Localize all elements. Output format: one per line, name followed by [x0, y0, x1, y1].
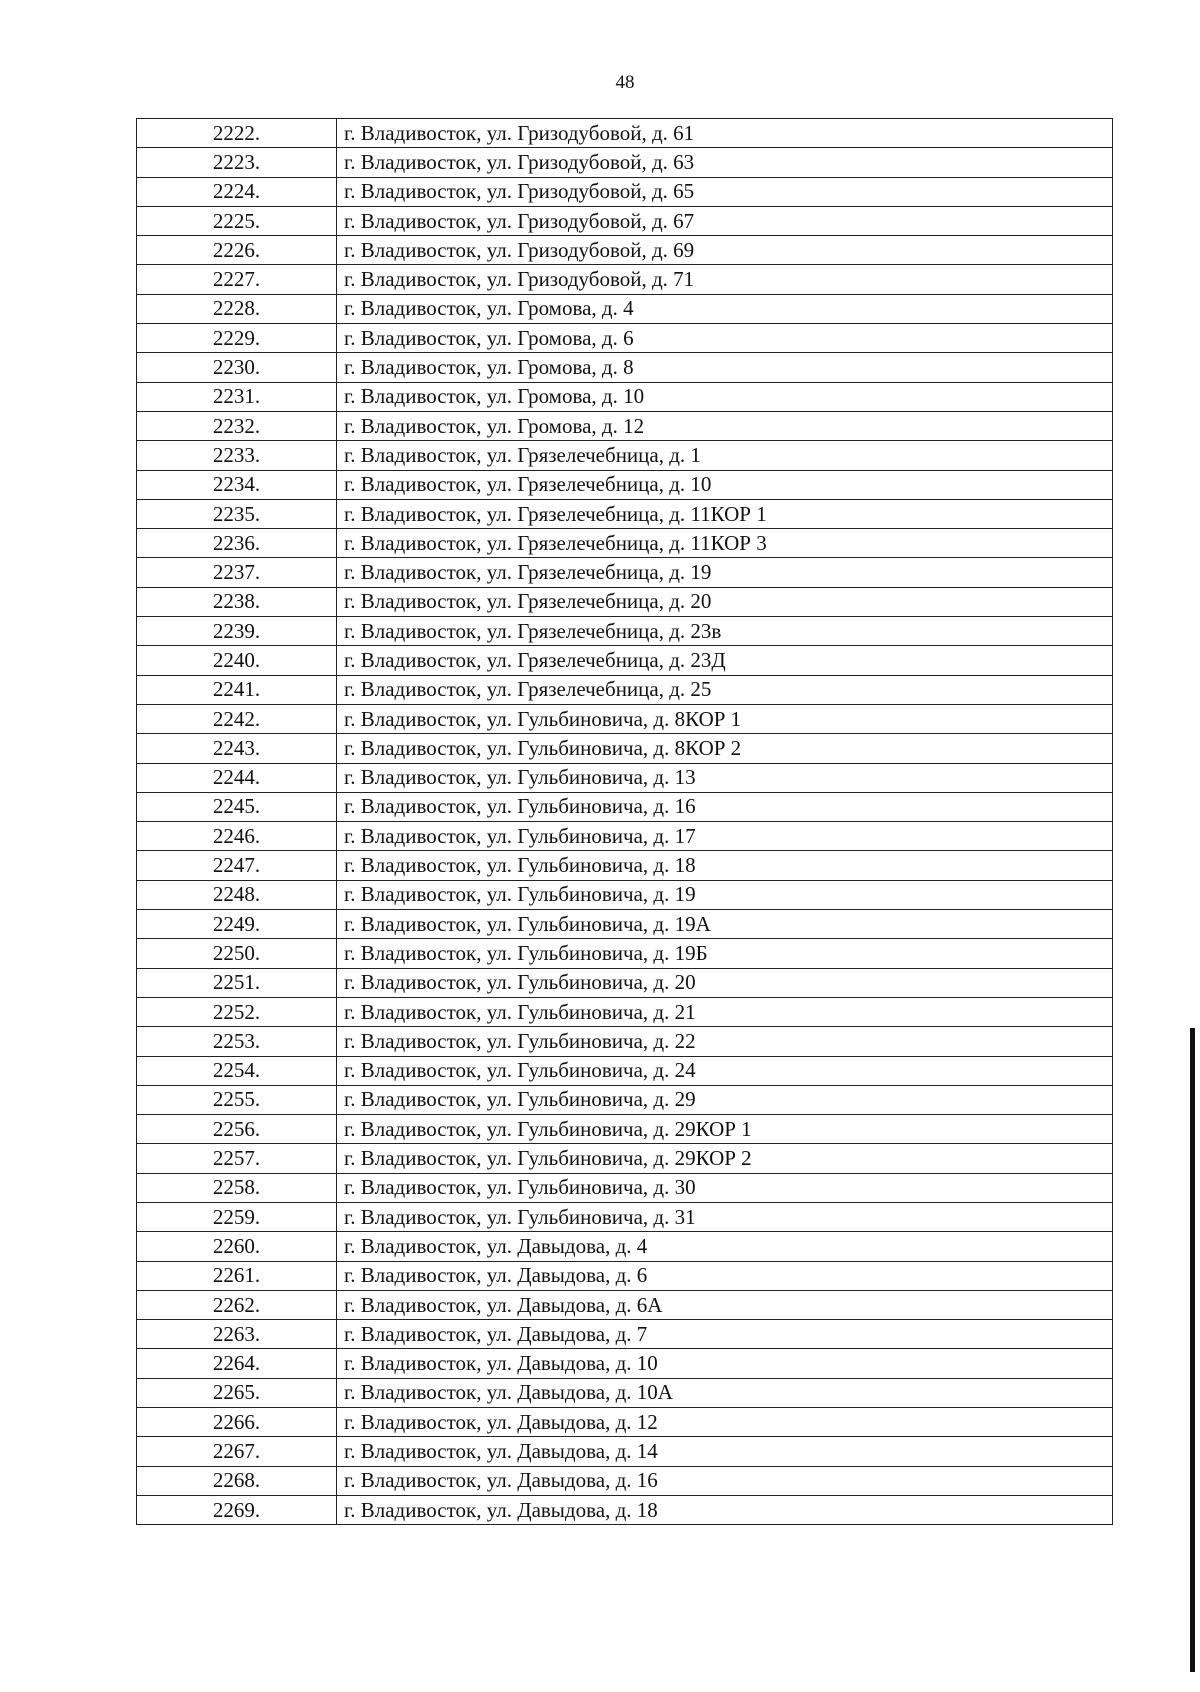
table-row	[137, 294, 1113, 323]
table-row	[137, 646, 1113, 675]
row-number-cell: 2266.	[137, 1408, 337, 1437]
table-row	[137, 558, 1113, 587]
table-row	[137, 704, 1113, 733]
row-number-cell: 2259.	[137, 1202, 337, 1231]
address-cell: г. Владивосток, ул. Гульбиновича, д. 30	[337, 1173, 1113, 1202]
address-cell: г. Владивосток, ул. Грязелечебница, д. 23в	[337, 617, 1113, 646]
address-cell: г. Владивосток, ул. Давыдова, д. 12	[337, 1408, 1113, 1437]
table-row	[137, 822, 1113, 851]
address-cell: г. Владивосток, ул. Давыдова, д. 7	[337, 1320, 1113, 1349]
row-number-cell: 2241.	[137, 675, 337, 704]
row-number-cell: 2248.	[137, 880, 337, 909]
address-cell: г. Владивосток, ул. Давыдова, д. 10	[337, 1349, 1113, 1378]
table-row	[137, 411, 1113, 440]
address-cell: г. Владивосток, ул. Гульбиновича, д. 8КОР 2	[337, 734, 1113, 763]
row-number-cell: 2263.	[137, 1320, 337, 1349]
address-cell: г. Владивосток, ул. Гризодубовой, д. 69	[337, 236, 1113, 265]
address-cell: г. Владивосток, ул. Грязелечебница, д. 11КОР 1	[337, 499, 1113, 528]
address-cell: г. Владивосток, ул. Громова, д. 12	[337, 411, 1113, 440]
table-row	[137, 1466, 1113, 1495]
row-number-cell: 2229.	[137, 324, 337, 353]
row-number-cell: 2256.	[137, 1115, 337, 1144]
address-cell: г. Владивосток, ул. Давыдова, д. 4	[337, 1232, 1113, 1261]
address-cell: г. Владивосток, ул. Громова, д. 6	[337, 324, 1113, 353]
table-row	[137, 939, 1113, 968]
table-row	[137, 206, 1113, 235]
address-cell: г. Владивосток, ул. Давыдова, д. 16	[337, 1466, 1113, 1495]
address-cell: г. Владивосток, ул. Гульбиновича, д. 13	[337, 763, 1113, 792]
address-cell: г. Владивосток, ул. Гризодубовой, д. 61	[337, 119, 1113, 148]
address-cell: г. Владивосток, ул. Гульбиновича, д. 22	[337, 1027, 1113, 1056]
row-number-cell: 2233.	[137, 441, 337, 470]
row-number-cell: 2255.	[137, 1085, 337, 1114]
row-number-cell: 2238.	[137, 587, 337, 616]
address-cell: г. Владивосток, ул. Гризодубовой, д. 65	[337, 177, 1113, 206]
address-cell: г. Владивосток, ул. Громова, д. 10	[337, 382, 1113, 411]
row-number-cell: 2227.	[137, 265, 337, 294]
row-number-cell: 2243.	[137, 734, 337, 763]
address-cell: г. Владивосток, ул. Гульбиновича, д. 17	[337, 822, 1113, 851]
row-number-cell: 2232.	[137, 411, 337, 440]
table-row	[137, 675, 1113, 704]
table-row	[137, 1408, 1113, 1437]
table-row	[137, 1085, 1113, 1114]
row-number-cell: 2262.	[137, 1290, 337, 1319]
address-table-body	[137, 119, 1113, 1525]
row-number-cell: 2249.	[137, 910, 337, 939]
row-number-cell: 2251.	[137, 968, 337, 997]
table-row	[137, 1495, 1113, 1524]
table-row	[137, 1349, 1113, 1378]
row-number-cell: 2237.	[137, 558, 337, 587]
address-cell: г. Владивосток, ул. Грязелечебница, д. 20	[337, 587, 1113, 616]
row-number-cell: 2254.	[137, 1056, 337, 1085]
row-number-cell: 2252.	[137, 997, 337, 1026]
table-row	[137, 148, 1113, 177]
row-number-cell: 2258.	[137, 1173, 337, 1202]
row-number-cell: 2224.	[137, 177, 337, 206]
address-cell: г. Владивосток, ул. Грязелечебница, д. 1	[337, 441, 1113, 470]
row-number-cell: 2265.	[137, 1378, 337, 1407]
table-row	[137, 265, 1113, 294]
table-row	[137, 1027, 1113, 1056]
address-cell: г. Владивосток, ул. Гульбиновича, д. 21	[337, 997, 1113, 1026]
row-number-cell: 2267.	[137, 1437, 337, 1466]
table-row	[137, 1290, 1113, 1319]
table-row	[137, 470, 1113, 499]
address-cell: г. Владивосток, ул. Давыдова, д. 6А	[337, 1290, 1113, 1319]
address-cell: г. Владивосток, ул. Гризодубовой, д. 67	[337, 206, 1113, 235]
table-row	[137, 1320, 1113, 1349]
address-cell: г. Владивосток, ул. Гризодубовой, д. 63	[337, 148, 1113, 177]
address-cell: г. Владивосток, ул. Гульбиновича, д. 29	[337, 1085, 1113, 1114]
row-number-cell: 2234.	[137, 470, 337, 499]
address-cell: г. Владивосток, ул. Грязелечебница, д. 23Д	[337, 646, 1113, 675]
address-cell: г. Владивосток, ул. Гульбиновича, д. 19А	[337, 910, 1113, 939]
row-number-cell: 2269.	[137, 1495, 337, 1524]
row-number-cell: 2253.	[137, 1027, 337, 1056]
row-number-cell: 2264.	[137, 1349, 337, 1378]
address-cell: г. Владивосток, ул. Гризодубовой, д. 71	[337, 265, 1113, 294]
address-cell: г. Владивосток, ул. Гульбиновича, д. 24	[337, 1056, 1113, 1085]
address-cell: г. Владивосток, ул. Грязелечебница, д. 10	[337, 470, 1113, 499]
table-row	[137, 734, 1113, 763]
table-row	[137, 324, 1113, 353]
row-number-cell: 2257.	[137, 1144, 337, 1173]
table-row	[137, 880, 1113, 909]
table-row	[137, 997, 1113, 1026]
table-row	[137, 382, 1113, 411]
table-row	[137, 792, 1113, 821]
address-cell: г. Владивосток, ул. Гульбиновича, д. 8КОР 1	[337, 704, 1113, 733]
table-row	[137, 1115, 1113, 1144]
address-cell: г. Владивосток, ул. Гульбиновича, д. 29КОР 2	[337, 1144, 1113, 1173]
address-cell: г. Владивосток, ул. Гульбиновича, д. 19	[337, 880, 1113, 909]
table-row	[137, 763, 1113, 792]
table-row	[137, 353, 1113, 382]
row-number-cell: 2230.	[137, 353, 337, 382]
row-number-cell: 2250.	[137, 939, 337, 968]
row-number-cell: 2240.	[137, 646, 337, 675]
table-row	[137, 119, 1113, 148]
page-number: 48	[615, 72, 635, 93]
row-number-cell: 2225.	[137, 206, 337, 235]
address-cell: г. Владивосток, ул. Гульбиновича, д. 18	[337, 851, 1113, 880]
table-row	[137, 968, 1113, 997]
address-cell: г. Владивосток, ул. Громова, д. 8	[337, 353, 1113, 382]
table-row	[137, 1202, 1113, 1231]
row-number-cell: 2260.	[137, 1232, 337, 1261]
row-number-cell: 2223.	[137, 148, 337, 177]
address-cell: г. Владивосток, ул. Давыдова, д. 6	[337, 1261, 1113, 1290]
address-cell: г. Владивосток, ул. Громова, д. 4	[337, 294, 1113, 323]
row-number-cell: 2245.	[137, 792, 337, 821]
table-row	[137, 1261, 1113, 1290]
table-row	[137, 236, 1113, 265]
table-row	[137, 910, 1113, 939]
address-cell: г. Владивосток, ул. Давыдова, д. 10А	[337, 1378, 1113, 1407]
row-number-cell: 2235.	[137, 499, 337, 528]
address-cell: г. Владивосток, ул. Давыдова, д. 14	[337, 1437, 1113, 1466]
table-row	[137, 1144, 1113, 1173]
table-row	[137, 851, 1113, 880]
table-row	[137, 1437, 1113, 1466]
address-cell: г. Владивосток, ул. Гульбиновича, д. 31	[337, 1202, 1113, 1231]
row-number-cell: 2226.	[137, 236, 337, 265]
table-row	[137, 529, 1113, 558]
row-number-cell: 2236.	[137, 529, 337, 558]
table-row	[137, 177, 1113, 206]
table-row	[137, 587, 1113, 616]
address-cell: г. Владивосток, ул. Грязелечебница, д. 25	[337, 675, 1113, 704]
table-row	[137, 441, 1113, 470]
row-number-cell: 2244.	[137, 763, 337, 792]
row-number-cell: 2247.	[137, 851, 337, 880]
scan-edge-mark	[1190, 1028, 1195, 1672]
row-number-cell: 2242.	[137, 704, 337, 733]
table-row	[137, 1232, 1113, 1261]
address-cell: г. Владивосток, ул. Давыдова, д. 18	[337, 1495, 1113, 1524]
row-number-cell: 2231.	[137, 382, 337, 411]
table-row	[137, 1056, 1113, 1085]
table-row	[137, 1173, 1113, 1202]
address-table	[136, 118, 1113, 1525]
row-number-cell: 2268.	[137, 1466, 337, 1495]
row-number-cell: 2239.	[137, 617, 337, 646]
address-cell: г. Владивосток, ул. Гульбиновича, д. 29КОР 1	[337, 1115, 1113, 1144]
table-row	[137, 617, 1113, 646]
address-cell: г. Владивосток, ул. Грязелечебница, д. 19	[337, 558, 1113, 587]
address-cell: г. Владивосток, ул. Гульбиновича, д. 20	[337, 968, 1113, 997]
address-cell: г. Владивосток, ул. Гульбиновича, д. 16	[337, 792, 1113, 821]
address-cell: г. Владивосток, ул. Грязелечебница, д. 11КОР 3	[337, 529, 1113, 558]
table-row	[137, 499, 1113, 528]
row-number-cell: 2222.	[137, 119, 337, 148]
table-row	[137, 1378, 1113, 1407]
address-cell: г. Владивосток, ул. Гульбиновича, д. 19Б	[337, 939, 1113, 968]
row-number-cell: 2261.	[137, 1261, 337, 1290]
row-number-cell: 2228.	[137, 294, 337, 323]
row-number-cell: 2246.	[137, 822, 337, 851]
